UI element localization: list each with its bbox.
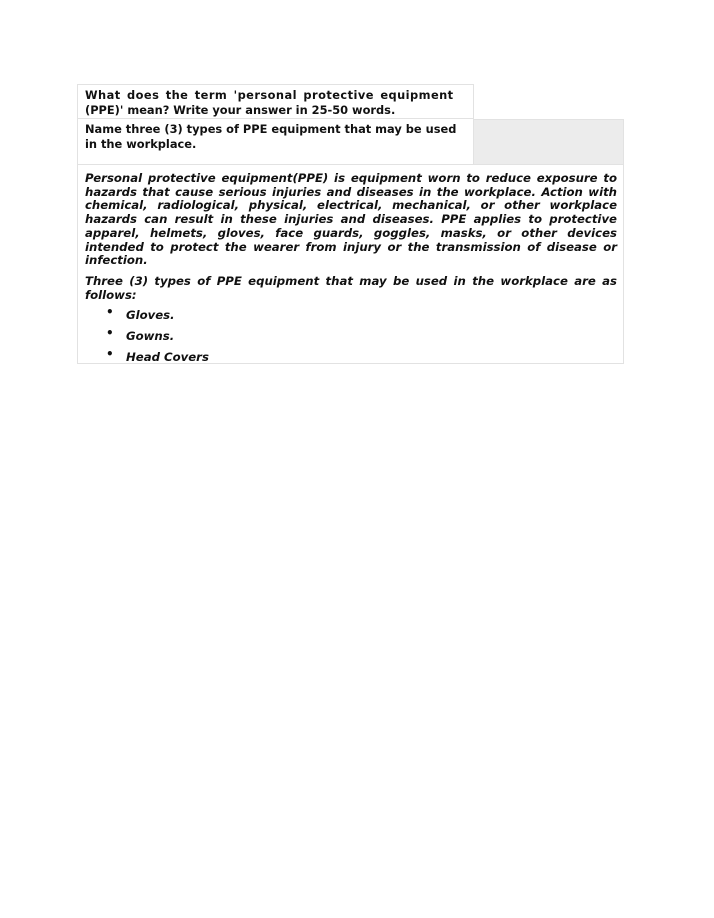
- question-2-line-2: in the workplace.: [85, 136, 197, 151]
- shaded-empty-cell: [474, 119, 624, 164]
- question-1-line-2: (PPE)' mean? Write your answer in 25-50 words.: [85, 102, 396, 117]
- bullet-icon: •: [106, 326, 114, 341]
- question-1-cell: [77, 84, 474, 119]
- answer-cell: [77, 164, 624, 364]
- list-item: [85, 305, 617, 330]
- question-1-line-1: What does the term 'personal protective equipment: [85, 88, 454, 102]
- question-2-cell: [77, 118, 474, 164]
- question-2-line-1: Name three (3) types of PPE equipment that may be used: [85, 122, 457, 136]
- list-item: [85, 347, 617, 372]
- answer-paragraph: Personal protective equipment(PPE) is equipment worn to reduce exposure to hazards that cause serious injuries and diseases in the workplace. Action with chemical, radiological, physical, electrical, mechanical, or other workplace hazards can result in these injuries and diseases. PPE applies to protective apparel, helmets, gloves, face guards, goggles, masks, or other devices intended to protect the wearer from injury or the transmission of disease or infection.: [85, 171, 617, 268]
- list-item-text: Gloves.: [126, 308, 175, 323]
- list-item-text: Gowns.: [126, 329, 175, 344]
- bullet-icon: •: [106, 305, 114, 320]
- bullet-icon: •: [106, 347, 114, 362]
- answer-list-intro: Three (3) types of PPE equipment that may be used in the workplace are as follows:: [85, 273, 617, 302]
- list-item-text: Head Covers: [126, 350, 209, 365]
- list-item: [85, 326, 617, 351]
- ppe-list: [85, 305, 617, 372]
